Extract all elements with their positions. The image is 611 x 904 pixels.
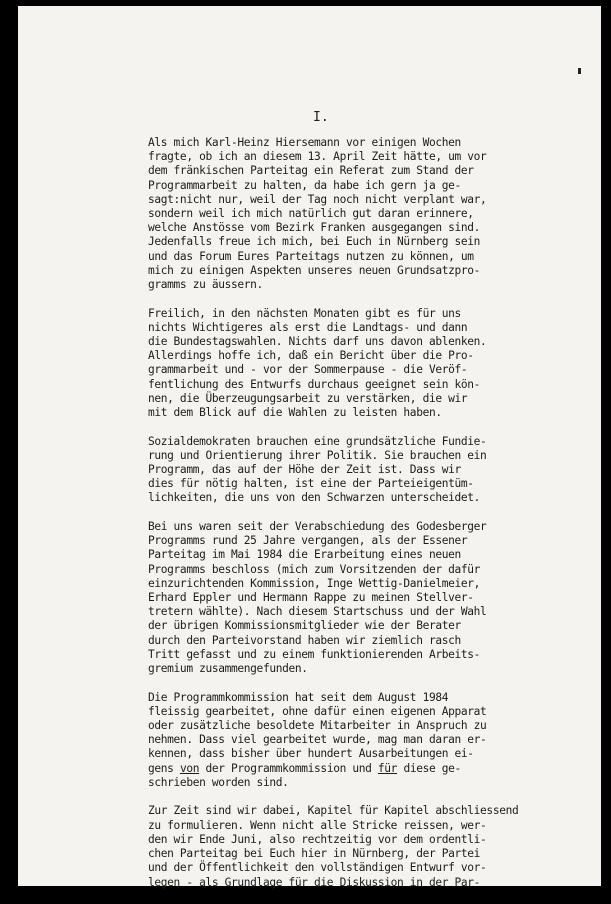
text-line — [148, 662, 528, 676]
text-line — [148, 349, 528, 363]
text-segment: und das Forum Eures Parteitags nutzen zu können, um — [148, 249, 474, 263]
text-segment: Erhard Eppler und Hermann Rappe zu meinen Stellver- — [148, 591, 474, 605]
text-segment: lichkeiten, die uns von den Schwarzen unterscheidet. — [148, 491, 481, 505]
text-segment: Programms beschloss (mich zum Vorsitzenden der dafür — [148, 562, 481, 576]
text-segment: dies für nötig halten, ist eine der Parteieigentüm- — [148, 477, 474, 491]
text-line — [148, 150, 528, 164]
text-line — [148, 392, 528, 406]
text-segment: sagt:nicht nur, weil der Tag noch nicht verplant war, — [148, 192, 487, 206]
margin-mark — [578, 68, 581, 74]
text-segment: welche Anstösse vom Bezirk Franken ausgegangen sind. — [148, 221, 481, 235]
text-segment: Als mich Karl-Heinz Hiersemann vor einigen Wochen — [148, 136, 461, 149]
text-segment: den wir Ende Juni, also rechtzeitig vor dem ordentli- — [148, 832, 487, 846]
text-segment: nichts Wichtigeres als erst die Landtags- und dann — [148, 320, 468, 334]
text-line — [148, 250, 528, 264]
text-segment: Die Programmkommission hat seit dem August 1984 — [148, 690, 449, 704]
text-line — [148, 577, 528, 591]
text-line — [148, 378, 528, 392]
text-segment: Allerdings hoffe ich, daß ein Bericht über die Pro- — [148, 349, 474, 363]
text-line — [148, 307, 528, 321]
text-line — [148, 406, 528, 420]
text-segment: legen - als Grundlage für die Diskussion in der Par- — [148, 875, 481, 889]
text-line — [148, 164, 528, 178]
text-segment: Programm, das auf der Höhe der Zeit ist. Dass wir — [148, 463, 461, 477]
text-line — [148, 747, 528, 761]
letter-body — [148, 136, 528, 904]
text-segment: gramms zu äussern. — [148, 278, 263, 292]
page-number: I. — [313, 110, 329, 125]
text-line — [148, 804, 528, 818]
text-line — [148, 520, 528, 534]
text-line — [148, 235, 528, 249]
text-segment: der übrigen Kommissionsmitglieder wie der Berater — [148, 619, 461, 633]
text-segment: kennen, dass bisher über hundert Ausarbeitungen ei- — [148, 747, 474, 761]
text-segment: nen, die Überzeugungsarbeit zu verstärken, die wir — [148, 391, 468, 405]
text-line — [148, 776, 528, 790]
text-segment: zu formulieren. Wenn nicht alle Stricke reissen, wer- — [148, 818, 487, 832]
text-line — [148, 648, 528, 662]
text-segment: mit dem Blick auf die Wahlen zu leisten haben. — [148, 406, 442, 420]
text-segment: Programms rund 25 Jahre vergangen, als der Essener — [148, 534, 468, 548]
text-segment: gens — [148, 761, 180, 775]
text-line — [148, 534, 528, 548]
text-line — [148, 861, 528, 875]
text-line — [148, 762, 528, 776]
text-segment: diese ge- — [397, 761, 461, 775]
text-line — [148, 876, 528, 890]
text-line — [148, 179, 528, 193]
paragraph — [148, 136, 528, 292]
text-segment: oder zusätzliche besoldete Mitarbeiter in Anspruch zu — [148, 719, 487, 733]
underlined-word: für — [377, 761, 398, 775]
text-line — [148, 847, 528, 861]
text-line — [148, 221, 528, 235]
text-line — [148, 136, 528, 150]
text-segment: Jedenfalls freue ich mich, bei Euch in Nürnberg sein — [148, 235, 481, 249]
text-line — [148, 591, 528, 605]
text-segment: tretern wählte). Nach diesem Startschuss und der Wahl — [148, 605, 487, 619]
text-line — [148, 719, 528, 733]
text-segment: Freilich, in den nächsten Monaten gibt es für uns — [148, 306, 461, 320]
text-segment: einzurichtenden Kommission, Inge Wettig-Danielmeier, — [148, 576, 481, 590]
text-line — [148, 193, 528, 207]
text-segment: und der Öffentlichkeit den vollständigen Entwurf vor- — [148, 861, 487, 875]
text-line — [148, 733, 528, 747]
text-segment: gremium zusammengefunden. — [148, 662, 308, 676]
text-line — [148, 563, 528, 577]
text-segment: Parteitag im Mai 1984 die Erarbeitung eines neuen — [148, 548, 461, 562]
paragraph — [148, 804, 528, 889]
text-line — [148, 363, 528, 377]
text-line — [148, 705, 528, 719]
text-segment: Programmarbeit zu halten, da habe ich gern ja ge- — [148, 178, 461, 192]
text-line — [148, 435, 528, 449]
text-segment: Sozialdemokraten brauchen eine grundsätzliche Fundie- — [148, 434, 487, 448]
text-segment: fentlichung des Entwurfs durchaus geeignet sein kön- — [148, 377, 481, 391]
text-line — [148, 278, 528, 292]
text-line — [148, 634, 528, 648]
text-segment: fragte, ob ich an diesem 13. April Zeit hätte, um vor — [148, 150, 487, 164]
text-segment: nehmen. Dass viel gearbeitet wurde, mag man daran er- — [148, 733, 487, 747]
text-line — [148, 491, 528, 505]
paragraph — [148, 307, 528, 421]
text-line — [148, 819, 528, 833]
text-line — [148, 619, 528, 633]
text-line — [148, 691, 528, 705]
text-line — [148, 833, 528, 847]
text-segment: sondern weil ich mich natürlich gut daran erinnere, — [148, 207, 474, 221]
underlined-word: von — [179, 761, 200, 775]
text-line — [148, 548, 528, 562]
text-segment: fleissig gearbeitet, ohne dafür einen eigenen Apparat — [148, 704, 487, 718]
text-line — [148, 463, 528, 477]
paragraph — [148, 520, 528, 676]
text-line — [148, 207, 528, 221]
text-line — [148, 449, 528, 463]
text-segment: chen Parteitag bei Euch hier in Nürnberg, der Partei — [148, 847, 481, 861]
text-line — [148, 264, 528, 278]
text-segment: Bei uns waren seit der Verabschiedung des Godesberger — [148, 520, 487, 534]
text-segment: durch den Parteivorstand haben wir ziemlich rasch — [148, 633, 461, 647]
paragraph — [148, 435, 528, 506]
text-segment: grammarbeit und - vor der Sommerpause - die Veröf- — [148, 363, 468, 377]
text-segment: dem fränkischen Parteitag ein Referat zum Stand der — [148, 164, 474, 178]
text-segment: schrieben worden sind. — [148, 775, 289, 789]
text-line — [148, 335, 528, 349]
text-segment: die Bundestagswahlen. Nichts darf uns davon ablenken. — [148, 335, 487, 349]
text-line — [148, 321, 528, 335]
text-segment: der Programmkommission und — [199, 761, 378, 775]
text-segment: rung und Orientierung ihrer Politik. Sie brauchen ein — [148, 448, 487, 462]
text-segment: Tritt gefasst und zu einem funktionierenden Arbeits- — [148, 647, 481, 661]
text-line — [148, 477, 528, 491]
text-segment: mich zu einigen Aspekten unseres neuen Grundsatzpro- — [148, 263, 481, 277]
text-segment: Zur Zeit sind wir dabei, Kapitel für Kapitel abschliessend — [148, 804, 519, 818]
paragraph — [148, 691, 528, 790]
text-line — [148, 605, 528, 619]
